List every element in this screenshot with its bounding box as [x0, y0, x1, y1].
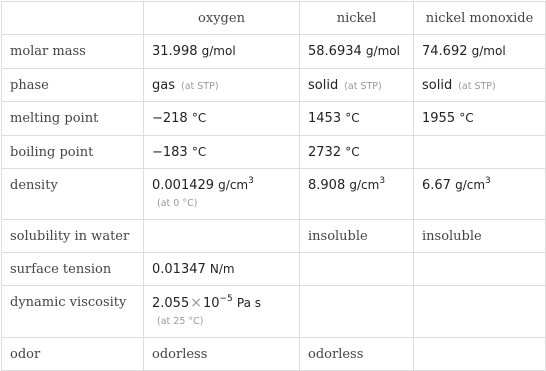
row-dynamic-viscosity — [2, 286, 546, 338]
nickel-monoxide-molar-mass — [414, 35, 546, 69]
value: 31.998 — [152, 44, 198, 59]
header-oxygen: oxygen — [144, 2, 300, 35]
value: 6.67 — [422, 178, 451, 193]
value: 2732 — [308, 145, 342, 160]
value: 0.001429 — [152, 178, 215, 193]
nickel-dynamic-viscosity — [300, 286, 414, 338]
value: solid — [422, 78, 453, 93]
value: 1453 — [308, 111, 342, 126]
unit: g/cm — [218, 178, 249, 192]
label-melting-point: melting point — [2, 102, 144, 136]
value: 0.01347 — [152, 262, 206, 277]
oxygen-odor: odorless — [144, 338, 300, 371]
unit: °C — [459, 111, 474, 125]
label-density: density — [2, 169, 144, 220]
condition-note: (at STP) — [344, 81, 382, 92]
condition-note: (at 25 °C) — [157, 316, 204, 327]
unit: °C — [345, 145, 360, 159]
nickel-monoxide-odor — [414, 338, 546, 371]
nickel-monoxide-density — [414, 169, 546, 220]
label-odor: odor — [2, 338, 144, 371]
row-melting-point — [2, 102, 546, 136]
label-solubility: solubility in water — [2, 220, 144, 253]
value: −183 — [152, 145, 188, 160]
unit: N/m — [209, 262, 235, 276]
nickel-monoxide-surface-tension — [414, 253, 546, 286]
unit: °C — [191, 145, 207, 159]
header-nickel-monoxide: nickel monoxide — [414, 2, 546, 35]
row-density — [2, 169, 546, 220]
unit-exponent: 3 — [485, 175, 491, 186]
unit: g/mol — [201, 44, 236, 58]
nickel-solubility: insoluble — [300, 220, 414, 253]
nickel-molar-mass — [300, 35, 414, 69]
header-corner — [2, 2, 144, 35]
label-molar-mass: molar mass — [2, 35, 144, 69]
nickel-monoxide-boiling-point — [414, 136, 546, 169]
condition-note: (at 0 °C) — [157, 198, 198, 209]
nickel-monoxide-melting-point — [414, 102, 546, 136]
condition-note: (at STP) — [181, 81, 219, 92]
nickel-density — [300, 169, 414, 220]
nickel-monoxide-solubility: insoluble — [414, 220, 546, 253]
header-nickel: nickel — [300, 2, 414, 35]
nickel-monoxide-dynamic-viscosity — [414, 286, 546, 338]
oxygen-boiling-point — [144, 136, 300, 169]
value: solid — [308, 78, 339, 93]
label-boiling-point: boiling point — [2, 136, 144, 169]
unit: g/mol — [471, 44, 506, 58]
oxygen-surface-tension — [144, 253, 300, 286]
unit: °C — [345, 111, 360, 125]
oxygen-phase — [144, 69, 300, 102]
oxygen-melting-point — [144, 102, 300, 136]
mantissa: 2.055 — [152, 296, 190, 311]
row-surface-tension — [2, 253, 546, 286]
oxygen-density — [144, 169, 300, 220]
nickel-melting-point — [300, 102, 414, 136]
unit: Pa s — [236, 296, 262, 310]
nickel-boiling-point — [300, 136, 414, 169]
oxygen-molar-mass — [144, 35, 300, 69]
exponent: −5 — [219, 293, 233, 304]
times-sign: × — [190, 295, 202, 311]
unit: g/cm — [455, 178, 486, 192]
row-odor — [2, 338, 546, 371]
row-phase — [2, 69, 546, 102]
base: 10 — [202, 296, 220, 311]
label-surface-tension: surface tension — [2, 253, 144, 286]
row-boiling-point — [2, 136, 546, 169]
value: gas — [152, 78, 175, 93]
unit: g/mol — [365, 44, 400, 58]
nickel-odor: odorless — [300, 338, 414, 371]
oxygen-solubility — [144, 220, 300, 253]
nickel-surface-tension — [300, 253, 414, 286]
row-solubility — [2, 220, 546, 253]
unit: g/cm — [349, 178, 380, 192]
header-row — [2, 2, 546, 35]
properties-table — [1, 1, 546, 371]
condition-note: (at STP) — [458, 81, 496, 92]
value: 8.908 — [308, 178, 346, 193]
nickel-monoxide-phase — [414, 69, 546, 102]
label-phase: phase — [2, 69, 144, 102]
value: −218 — [152, 111, 188, 126]
value: 1955 — [422, 111, 456, 126]
label-dynamic-viscosity: dynamic viscosity — [2, 286, 144, 338]
unit-exponent: 3 — [379, 175, 386, 186]
unit-exponent: 3 — [248, 175, 254, 186]
unit: °C — [191, 111, 207, 125]
nickel-phase — [300, 69, 414, 102]
row-molar-mass — [2, 35, 546, 69]
oxygen-dynamic-viscosity — [144, 286, 300, 338]
value: 74.692 — [422, 44, 468, 59]
value: 58.6934 — [308, 44, 362, 59]
